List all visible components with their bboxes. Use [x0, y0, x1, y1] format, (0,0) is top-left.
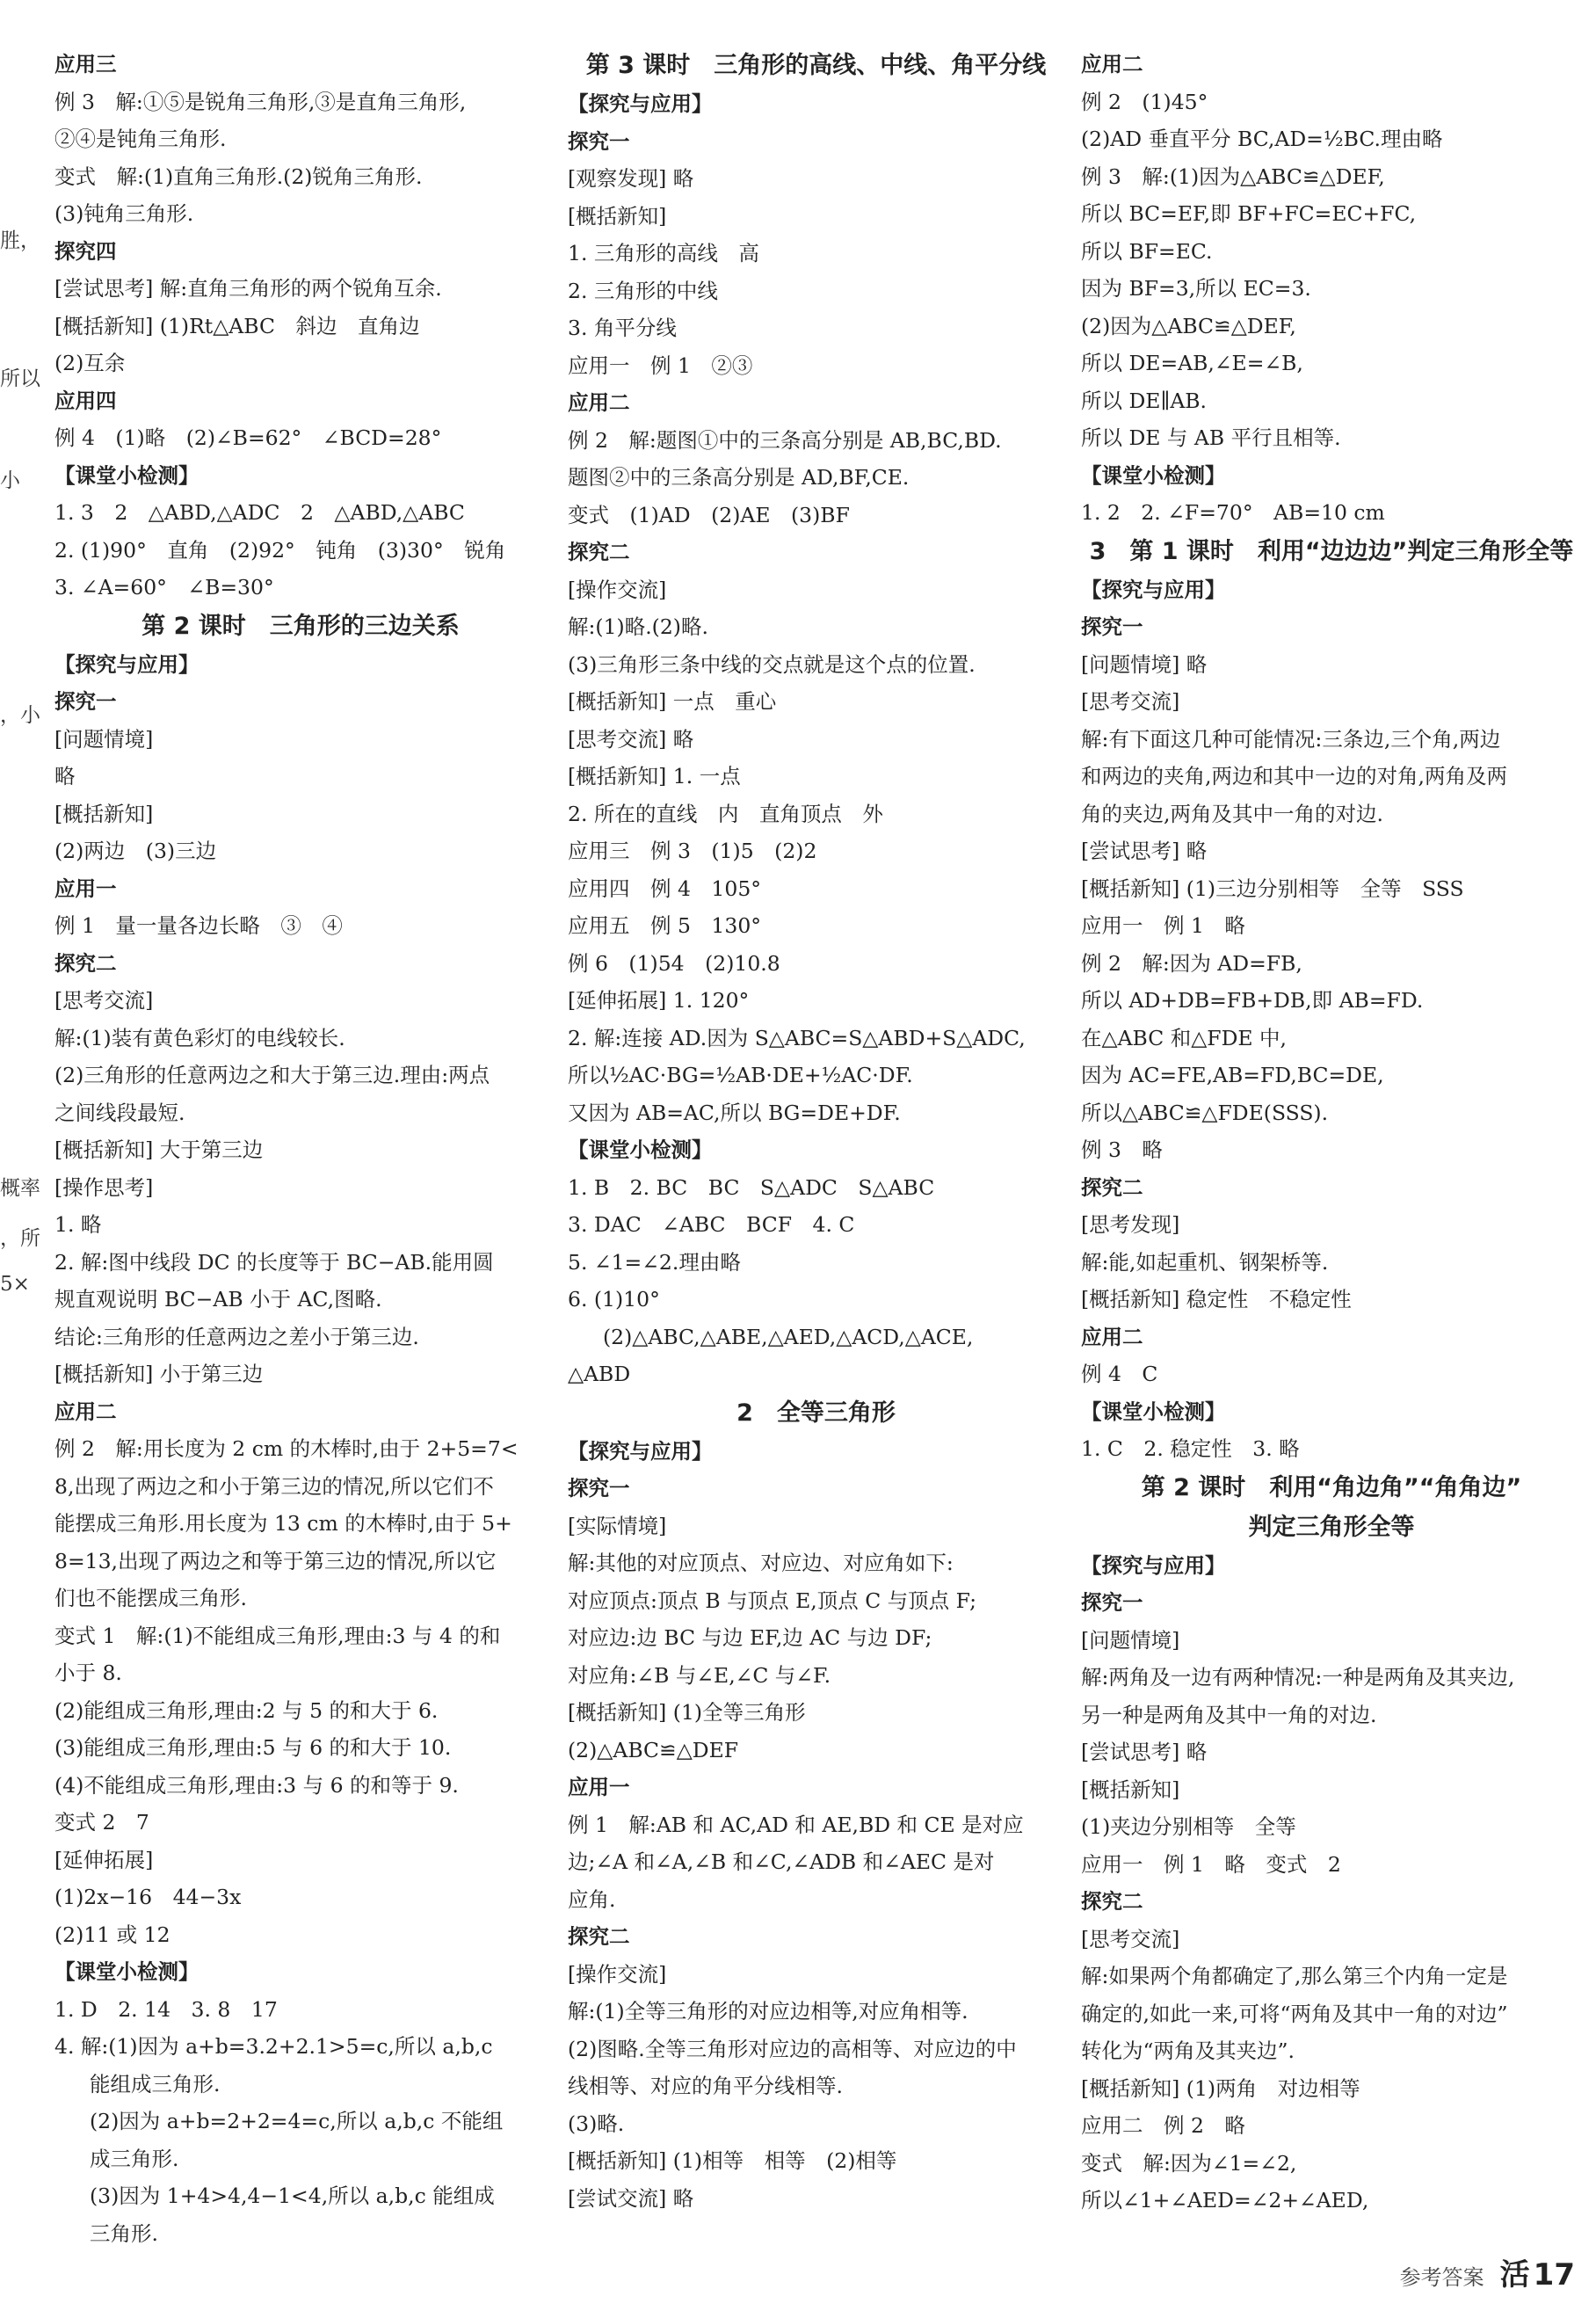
answer-line: 又因为 AB=AC,所以 BG=DE+DF. — [568, 1100, 901, 1125]
answer-line: (2)因为 a+b=2+2=4=c,所以 a,b,c 不能组 — [90, 2109, 504, 2133]
answer-line: 1. 三角形的高线 高 — [568, 241, 759, 265]
footer-label: 参考答案 — [1399, 2265, 1484, 2290]
answer-line: [观察发现] 略 — [568, 166, 694, 191]
answer-line: 探究二 — [1081, 1889, 1143, 1914]
answer-line: [操作交流] — [568, 1961, 667, 1987]
answer-line: 2. 解:连接 AD.因为 S△ABC=S△ABD+S△ADC, — [568, 1025, 1026, 1050]
answer-line: 探究二 — [568, 540, 630, 564]
answer-line: 探究一 — [568, 128, 630, 154]
answer-line: [概括新知] (1)相等 相等 (2)相等 — [568, 2148, 897, 2173]
answer-line: 应用三 例 3 (1)5 (2)2 — [568, 839, 817, 863]
answer-line: 1. D 2. 14 3. 8 17 — [54, 1996, 278, 2022]
answer-line: 2. 所在的直线 内 直角顶点 外 — [568, 801, 883, 826]
answer-line: [思考发现] — [1081, 1212, 1180, 1237]
answer-line: [问题情境] — [1081, 1627, 1180, 1653]
answer-line: 1. B 2. BC BC S△ADC S△ABC — [568, 1174, 935, 1200]
answer-line: [思考交流] 略 — [568, 726, 694, 752]
answer-line: [问题情境] 略 — [1081, 651, 1208, 677]
answer-line: (2)互余 — [54, 351, 126, 375]
answer-line: 2. (1)90° 直角 (2)92° 钝角 (3)30° 锐角 — [54, 537, 506, 563]
answer-line: [延伸拓展] 1. 120° — [568, 988, 750, 1013]
section-heading: 第 2 课时 三角形的三边关系 — [141, 612, 460, 640]
answer-line: 应用二 — [54, 1399, 117, 1424]
answer-line: [概括新知] 1. 一点 — [568, 764, 741, 788]
answer-line: 3. 角平分线 — [568, 316, 677, 340]
answer-line: 所以 BF=EC. — [1081, 238, 1213, 264]
answer-line: 1. 略 — [54, 1212, 102, 1237]
answer-line: 2. 三角形的中线 — [568, 278, 718, 303]
answer-line: 变式 解:因为∠1=∠2, — [1081, 2150, 1297, 2176]
answer-line: 应用一 — [54, 876, 117, 901]
answer-line: [概括新知] 大于第三边 — [54, 1137, 264, 1162]
answer-line: (4)不能组成三角形,理由:3 与 6 的和等于 9. — [54, 1772, 459, 1798]
answer-line: 应角. — [568, 1886, 616, 1912]
answer-line: 8,出现了两边之和小于第三边的情况,所以它们不 — [54, 1473, 494, 1499]
answer-line: 所以 BC=EF,即 BF+FC=EC+FC, — [1081, 201, 1417, 226]
answer-line: 【探究与应用】 — [54, 651, 200, 677]
answer-line: 6. (1)10° — [568, 1287, 660, 1312]
answer-line: 探究一 — [54, 689, 117, 714]
answer-line: 例 6 (1)54 (2)10.8 — [568, 950, 780, 976]
answer-line: 3. DAC ∠ABC BCF 4. C — [568, 1212, 855, 1237]
answer-line: 例 2 解:因为 AD=FB, — [1081, 950, 1302, 976]
answer-column-middle — [568, 46, 1064, 2217]
answer-line: 能组成三角形. — [90, 2071, 221, 2096]
answer-line: (3)钝角三角形. — [54, 201, 194, 226]
page-footer — [1400, 2250, 1575, 2293]
answer-line: (2)11 或 12 — [54, 1922, 170, 1947]
answer-line: 1. C 2. 稳定性 3. 略 — [1081, 1436, 1300, 1461]
answer-line: (2)因为△ABC≌△DEF, — [1081, 313, 1296, 338]
answer-line: 探究二 — [1081, 1174, 1143, 1200]
answer-line: [概括新知] (1)Rt△ABC 斜边 直角边 — [54, 313, 420, 338]
answer-line: 例 3 略 — [1081, 1137, 1163, 1162]
answer-line: (2)两边 (3)三边 — [54, 839, 217, 863]
answer-line: 和两边的夹角,两边和其中一边的对角,两角及两 — [1081, 764, 1507, 788]
section-heading: 第 3 课时 三角形的高线、中线、角平分线 — [585, 52, 1047, 79]
answer-line: 所以 AD+DB=FB+DB,即 AB=FD. — [1081, 988, 1424, 1013]
answer-line: [概括新知] (1)两角 对边相等 — [1081, 2075, 1360, 2101]
answer-line: 所以△ABC≌△FDE(SSS). — [1081, 1100, 1329, 1125]
section-heading: 2 全等三角形 — [736, 1399, 896, 1427]
answer-line: [操作交流] — [568, 577, 667, 602]
answer-line: 所以 DE 与 AB 平行且相等. — [1081, 425, 1341, 450]
answer-line: [概括新知] 小于第三边 — [54, 1362, 264, 1386]
answer-line: 应用五 例 5 130° — [568, 913, 762, 938]
answer-line: 5. ∠1=∠2.理由略 — [568, 1249, 741, 1275]
edge-fragment: ，所 — [0, 1227, 40, 1250]
answer-line: 边;∠A 和∠A,∠B 和∠C,∠ADB 和∠AEC 是对 — [568, 1849, 995, 1874]
answer-line: [操作思考] — [54, 1174, 154, 1200]
answer-line: ②④是钝角三角形. — [54, 127, 227, 151]
answer-line: 三角形. — [90, 2220, 158, 2246]
answer-line: 应用二 例 2 略 — [1081, 2113, 1245, 2138]
answer-line: [概括新知] 稳定性 不稳定性 — [1081, 1287, 1352, 1312]
answer-line: 2. 解:图中线段 DC 的长度等于 BC−AB.能用圆 — [54, 1249, 494, 1275]
edge-fragment: 所以 — [0, 367, 40, 390]
answer-line: 所以 DE∥AB. — [1081, 388, 1208, 413]
answer-line: 们也不能摆成三角形. — [54, 1586, 247, 1610]
answer-line: (3)略. — [568, 2111, 625, 2136]
answer-line: 之间线段最短. — [54, 1100, 185, 1125]
answer-line: 应用四 — [54, 388, 117, 413]
answer-line: [思考交流] — [54, 988, 154, 1013]
answer-line: 解:(1)装有黄色彩灯的电线较长. — [54, 1025, 345, 1050]
answer-line: 确定的,如此一来,可将“两角及其中一角的对边” — [1081, 2001, 1508, 2026]
edge-fragment: 胜， — [0, 229, 40, 252]
answer-line: 规直观说明 BC−AB 小于 AC,图略. — [54, 1287, 382, 1312]
answer-line: 探究一 — [1081, 614, 1143, 639]
answer-line: 4. 解:(1)因为 a+b=3.2+2.1>5=c,所以 a,b,c — [54, 2034, 493, 2059]
answer-line: 【课堂小检测】 — [1081, 1399, 1226, 1424]
answer-column-left — [54, 46, 547, 2252]
answer-line: 【探究与应用】 — [568, 1438, 713, 1464]
answer-line: 应用三 — [54, 52, 117, 76]
answer-line: 例 3 解:(1)因为△ABC≌△DEF, — [1081, 163, 1385, 189]
answer-line: 【课堂小检测】 — [1081, 462, 1226, 488]
answer-line: 探究一 — [568, 1476, 630, 1501]
answer-line: (1)夹边分别相等 全等 — [1081, 1814, 1296, 1839]
answer-line: 探究四 — [54, 238, 117, 264]
answer-line: 解:(1)全等三角形的对应边相等,对应角相等. — [568, 1999, 968, 2024]
answer-line: (1)2x−16 44−3x — [54, 1885, 242, 1909]
answer-line: 例 4 C — [1081, 1362, 1158, 1386]
answer-line: 例 2 (1)45° — [1081, 89, 1208, 114]
answer-line: 探究一 — [1081, 1590, 1143, 1615]
answer-line: (2)图略.全等三角形对应边的高相等、对应边的中 — [568, 2036, 1017, 2061]
section-heading: 3 第 1 课时 利用“边边边”判定三角形全等 — [1089, 537, 1574, 565]
answer-line: △ABD — [568, 1362, 631, 1386]
answer-line: (2)△ABC≌△DEF — [568, 1737, 739, 1762]
answer-line: 所以½AC·BG=½AB·DE+½AC·DF. — [568, 1063, 913, 1087]
answer-line: 例 4 (1)略 (2)∠B=62° ∠BCD=28° — [54, 425, 442, 450]
answer-line: 题图②中的三条高分别是 AD,BF,CE. — [568, 465, 910, 490]
answer-line: 小于 8. — [54, 1660, 122, 1685]
answer-line: 解:两角及一边有两种情况:一种是两角及其夹边, — [1081, 1665, 1515, 1689]
answer-line: 转化为“两角及其夹边”. — [1081, 2038, 1295, 2063]
answer-line: 对应角:∠B 与∠E,∠C 与∠F. — [568, 1662, 831, 1688]
answer-line: 例 1 量一量各边长略 ③ ④ — [54, 913, 343, 938]
answer-line: 1. 2 2. ∠F=70° AB=10 cm — [1081, 500, 1385, 525]
section-heading: 第 2 课时 利用“角边角”“角角边” — [1141, 1473, 1522, 1501]
footer-brand: 活 — [1499, 2257, 1530, 2293]
answer-line: 【探究与应用】 — [1081, 577, 1226, 602]
answer-line: [问题情境] — [54, 726, 154, 752]
answer-line: 3. ∠A=60° ∠B=30° — [54, 575, 274, 599]
answer-line: 解:如果两个角都确定了,那么第三个内角一定是 — [1081, 1964, 1508, 1988]
answer-line: 1. 3 2 △ABD,△ADC 2 △ABD,△ABC — [54, 500, 465, 525]
answer-line: 解:有下面这几种可能情况:三条边,三个角,两边 — [1081, 726, 1501, 752]
answer-line: [尝试思考] 略 — [1081, 839, 1208, 863]
answer-line: 探究二 — [568, 1924, 630, 1949]
answer-line: 成三角形. — [90, 2146, 179, 2171]
answer-line: 变式 解:(1)直角三角形.(2)锐角三角形. — [54, 163, 423, 189]
answer-line: 8=13,出现了两边之和等于第三边的情况,所以它 — [54, 1548, 497, 1573]
answer-line: 所以 DE=AB,∠E=∠B, — [1081, 351, 1303, 375]
answer-line: (3)因为 1+4>4,4−1<4,所以 a,b,c 能组成 — [90, 2184, 495, 2208]
answer-line: (2)△ABC,△ABE,△AED,△ACD,△ACE, — [603, 1324, 974, 1349]
answer-line: 应用四 例 4 105° — [568, 876, 762, 901]
section-heading: 判定三角形全等 — [1248, 1513, 1415, 1541]
answer-line: 应用二 — [1081, 52, 1143, 76]
answer-line: 变式 2 7 — [54, 1810, 149, 1835]
answer-line: 变式 (1)AD (2)AE (3)BF — [568, 502, 850, 527]
answer-line: 应用一 — [568, 1775, 630, 1799]
answer-line: 解:其他的对应顶点、对应边、对应角如下: — [568, 1551, 954, 1575]
answer-line: 在△ABC 和△FDE 中, — [1081, 1025, 1288, 1050]
answer-line: (2)能组成三角形,理由:2 与 5 的和大于 6. — [54, 1697, 439, 1723]
answer-line: 应用一 例 1 略 变式 2 — [1081, 1851, 1341, 1877]
answer-line: 因为 AC=FE,AB=FD,BC=DE, — [1081, 1063, 1384, 1087]
answer-line: 另一种是两角及其中一角的对边. — [1081, 1702, 1377, 1727]
answer-line: 应用一 例 1 ②③ — [568, 352, 753, 378]
answer-line: [延伸拓展] — [54, 1847, 154, 1872]
answer-line: [概括新知] (1)全等三角形 — [568, 1700, 806, 1725]
answer-line: (3)三角形三条中线的交点就是这个点的位置. — [568, 651, 976, 677]
answer-line: 角的夹边,两角及其中一角的对边. — [1081, 801, 1383, 826]
answer-line: 【课堂小检测】 — [54, 1959, 200, 1984]
answer-line: [尝试思考] 解:直角三角形的两个锐角互余. — [54, 276, 442, 301]
answer-line: [思考交流] — [1081, 1926, 1180, 1951]
answer-line: 应用二 — [1081, 1324, 1143, 1349]
answer-line: [实际情境] — [568, 1513, 667, 1538]
answer-line: 【探究与应用】 — [568, 91, 713, 116]
answer-line: [尝试思考] 略 — [1081, 1740, 1208, 1764]
answer-line: [概括新知] — [568, 203, 667, 229]
answer-line: 【课堂小检测】 — [568, 1137, 713, 1162]
answer-line: 对应顶点:顶点 B 与顶点 E,顶点 C 与顶点 F; — [568, 1588, 976, 1613]
page-number: 17 — [1533, 2257, 1575, 2293]
answer-line: 【探究与应用】 — [1081, 1552, 1226, 1578]
edge-fragment: 小 — [0, 469, 20, 492]
answer-line: 线相等、对应的角平分线相等. — [568, 2074, 843, 2098]
answer-line: [概括新知] 一点 重心 — [568, 689, 777, 714]
answer-line: 例 3 解:①⑤是锐角三角形,③是直角三角形, — [54, 89, 467, 114]
answer-line: 探究二 — [54, 950, 117, 976]
answer-line: (3)能组成三角形,理由:5 与 6 的和大于 10. — [54, 1735, 452, 1760]
answer-line: 所以∠1+∠AED=∠2+∠AED, — [1081, 2188, 1369, 2213]
answer-column-right — [1081, 46, 1582, 2220]
answer-line: 例 2 解:用长度为 2 cm 的木棒时,由于 2+5=7< — [54, 1436, 519, 1461]
edge-fragment: 5× — [0, 1273, 30, 1296]
answer-line: [概括新知] — [1081, 1777, 1180, 1802]
answer-line: [概括新知] (1)三边分别相等 全等 SSS — [1081, 876, 1464, 901]
answer-line: 例 1 解:AB 和 AC,AD 和 AE,BD 和 CE 是对应 — [568, 1812, 1024, 1837]
answer-line: 对应边:边 BC 与边 EF,边 AC 与边 DF; — [568, 1625, 932, 1650]
answer-line: 因为 BF=3,所以 EC=3. — [1081, 276, 1311, 301]
answer-line: 解:能,如起重机、钢架桥等. — [1081, 1249, 1329, 1275]
answer-line: 略 — [54, 764, 76, 788]
answer-line: [思考交流] — [1081, 689, 1180, 714]
answer-line: 变式 1 解:(1)不能组成三角形,理由:3 与 4 的和 — [54, 1623, 501, 1648]
answer-line: 例 2 解:题图①中的三条高分别是 AB,BC,BD. — [568, 427, 1002, 453]
answer-line: [概括新知] — [54, 801, 154, 826]
answer-line: 【课堂小检测】 — [54, 462, 200, 488]
answer-line: [尝试交流] 略 — [568, 2185, 694, 2211]
answer-line: 应用二 — [568, 390, 630, 415]
edge-fragment: 概率 — [0, 1177, 40, 1200]
edge-fragment: ，小 — [0, 704, 40, 727]
answer-line: (2)AD 垂直平分 BC,AD=½BC.理由略 — [1081, 127, 1443, 151]
answer-line: 解:(1)略.(2)略. — [568, 614, 708, 639]
answer-line: 能摆成三角形.用长度为 13 cm 的木棒时,由于 5+ — [54, 1511, 512, 1536]
answer-line: 结论:三角形的任意两边之差小于第三边. — [54, 1324, 419, 1349]
answer-line: (2)三角形的任意两边之和大于第三边.理由:两点 — [54, 1063, 490, 1087]
answer-line: 应用一 例 1 略 — [1081, 913, 1245, 938]
